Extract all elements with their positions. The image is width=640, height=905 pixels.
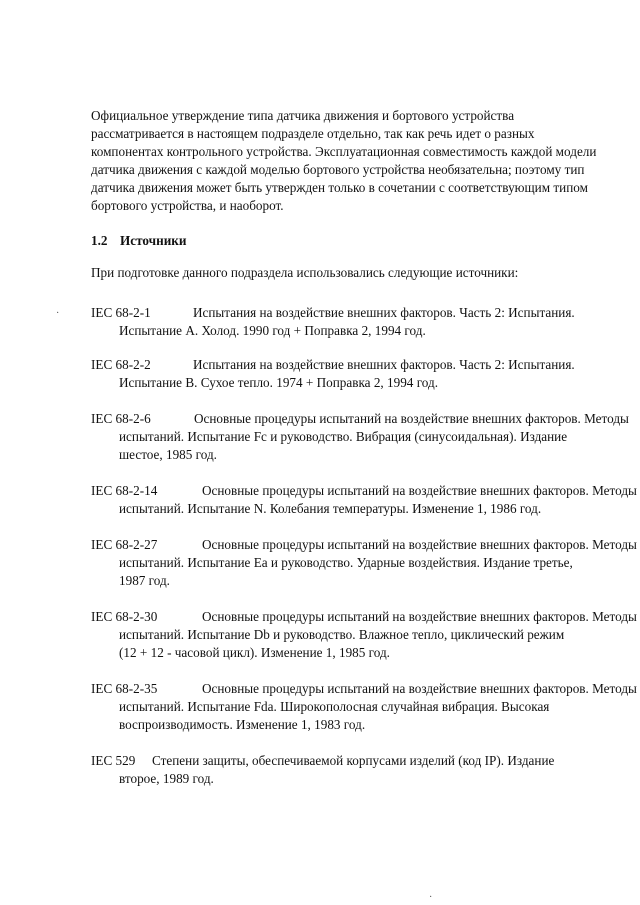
reference-code: IEC 68-2-30 — [91, 609, 158, 624]
intro-line: бортового устройства, и наоборот. — [91, 198, 284, 213]
section-heading — [91, 232, 187, 250]
reference-item — [91, 752, 616, 788]
reference-text: Степени защиты, обеспечиваемой корпусами изделий (код IP). Издание — [152, 753, 555, 768]
intro-line: датчика движения может быть утвержден только в сочетании с соответствующим типом — [91, 180, 588, 195]
reference-text: Испытание B. Сухое тепло. 1974 + Поправка 2, 1994 год. — [119, 375, 438, 390]
reference-code: IEC 68-2-1 — [91, 305, 151, 320]
reference-code: IEC 529 — [91, 753, 136, 768]
section-number: 1.2 — [91, 233, 108, 248]
reference-text: испытаний. Испытание N. Колебания температуры. Изменение 1, 1986 год. — [119, 501, 542, 516]
reference-text: второе, 1989 год. — [119, 771, 214, 786]
scan-speck: · — [429, 892, 433, 903]
reference-text: воспроизводимость. Изменение 1, 1983 год. — [119, 717, 366, 732]
reference-text: Испытания на воздействие внешних факторов. Часть 2: Испытания. — [193, 357, 575, 372]
reference-text: испытаний. Испытание Ea и руководство. Ударные воздействия. Издание третье, — [119, 555, 573, 570]
reference-text: Основные процедуры испытаний на воздействие внешних факторов. Методы — [202, 681, 637, 696]
section-title: Источники — [120, 233, 187, 248]
scan-speck: · — [56, 308, 60, 319]
reference-item — [91, 356, 616, 392]
reference-code: IEC 68-2-6 — [91, 411, 151, 426]
reference-text: Основные процедуры испытаний на воздействие внешних факторов. Методы — [194, 411, 629, 426]
reference-item — [91, 304, 616, 340]
reference-code: IEC 68-2-27 — [91, 537, 158, 552]
reference-text: Основные процедуры испытаний на воздействие внешних факторов. Методы — [202, 483, 637, 498]
reference-item — [91, 482, 637, 518]
intro-line: датчика движения с каждой моделью бортового устройства необязательна; поэтому тип — [91, 162, 585, 177]
intro-paragraph — [91, 107, 611, 215]
reference-item — [91, 410, 629, 464]
reference-code: IEC 68-2-2 — [91, 357, 151, 372]
reference-text: испытаний. Испытание Fc и руководство. Вибрация (синусоидальная). Издание — [119, 429, 568, 444]
intro-line: компонентах контрольного устройства. Эксплуатационная совместимость каждой модели — [91, 144, 597, 159]
reference-item — [91, 536, 637, 590]
reference-text: Испытания на воздействие внешних факторов. Часть 2: Испытания. — [193, 305, 575, 320]
reference-text: Основные процедуры испытаний на воздействие внешних факторов. Методы — [202, 537, 637, 552]
reference-item — [91, 608, 637, 662]
sources-lead: При подготовке данного подраздела использовались следующие источники: — [91, 265, 519, 280]
reference-text: шестое, 1985 год. — [119, 447, 217, 462]
reference-code: IEC 68-2-14 — [91, 483, 158, 498]
reference-item — [91, 680, 637, 734]
reference-text: Основные процедуры испытаний на воздействие внешних факторов. Методы — [202, 609, 637, 624]
reference-text: (12 + 12 - часовой цикл). Изменение 1, 1985 год. — [119, 645, 390, 660]
reference-text: испытаний. Испытание Fda. Широкополосная случайная вибрация. Высокая — [119, 699, 550, 714]
reference-text: 1987 год. — [119, 573, 170, 588]
reference-code: IEC 68-2-35 — [91, 681, 158, 696]
reference-text: Испытание A. Холод. 1990 год + Поправка 2, 1994 год. — [119, 323, 426, 338]
intro-line: Официальное утверждение типа датчика движения и бортового устройства — [91, 108, 515, 123]
reference-text: испытаний. Испытание Db и руководство. Влажное тепло, циклический режим — [119, 627, 565, 642]
intro-line: рассматривается в настоящем подразделе отдельно, так как речь идет о разных — [91, 126, 535, 141]
